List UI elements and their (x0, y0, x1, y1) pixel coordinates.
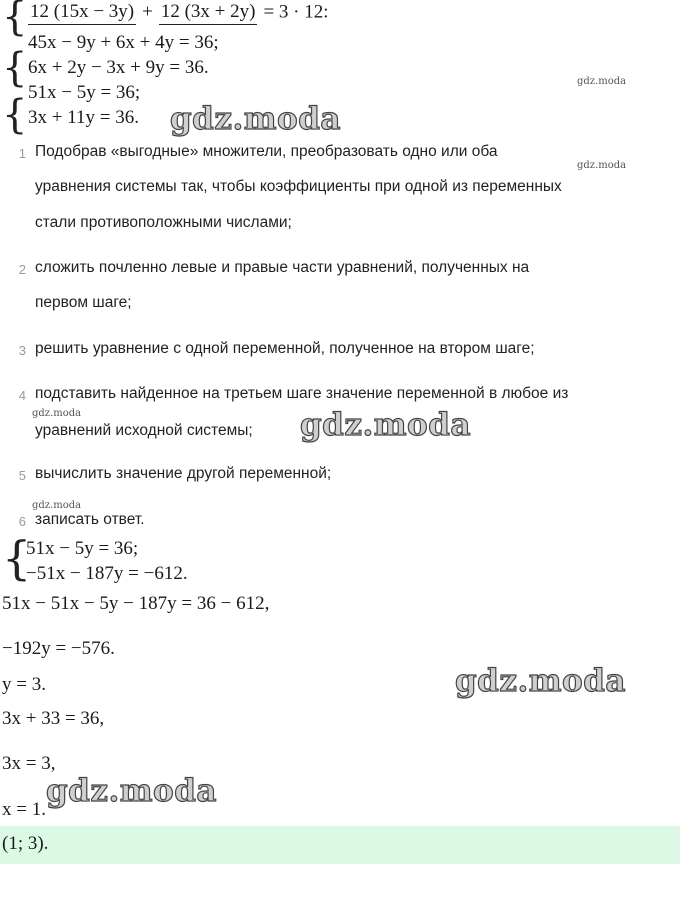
watermark-big: gdz.moda (455, 663, 626, 699)
watermark-small: gdz.moda (32, 408, 82, 419)
step-text-line: сложить почленно левые и правые части уравнений, полученных на (35, 259, 530, 276)
system1-equation-3: 6x + 2y − 3x + 9y = 36. (28, 57, 209, 78)
system1-brace-3: { (2, 92, 28, 138)
step-text-line: вычислить значение другой переменной; (35, 465, 332, 482)
step-number: 4 (18, 388, 26, 403)
solution-line-2: −192y = −576. (2, 638, 115, 659)
watermark-small: gdz.moda (577, 160, 627, 171)
step-number: 6 (18, 514, 26, 529)
step-text-line: стали противоположными числами; (35, 214, 292, 231)
watermark-big: gdz.moda (170, 101, 341, 137)
step-number: 1 (18, 146, 26, 161)
watermark-big: gdz.moda (300, 407, 471, 443)
watermark-small: gdz.moda (32, 500, 82, 511)
system2-brace: { (2, 531, 32, 585)
step-number: 3 (18, 343, 26, 358)
answer-box (0, 826, 680, 864)
fraction-1-numerator: 12 (15x − 3y) (28, 1, 136, 25)
fraction-1 (28, 1, 136, 25)
step-text-line: Подобрав «выгодные» множители, преобразовать одно или оба (35, 143, 498, 160)
system1-equation-4: 51x − 5y = 36; (28, 82, 141, 103)
system1-equation-5: 3x + 11y = 36. (28, 107, 139, 128)
system2-equation-2: −51x − 187y = −612. (26, 563, 188, 584)
solution-line-1: 51x − 51x − 5y − 187y = 36 − 612, (2, 593, 270, 614)
solution-line-3: y = 3. (2, 674, 46, 695)
answer-text: (1; 3). (2, 833, 49, 854)
step-text-line: записать ответ. (35, 511, 145, 528)
system1-brace-1: { (2, 0, 28, 40)
fraction-2 (159, 1, 258, 25)
solution-line-5: 3x = 3, (2, 753, 56, 774)
watermark-big: gdz.moda (46, 773, 217, 809)
step-text-line: решить уравнение с одной переменной, полученное на втором шаге; (35, 340, 535, 357)
step-number: 2 (18, 262, 26, 277)
step-text-line: подставить найденное на третьем шаге значение переменной в любое из (35, 385, 569, 402)
watermark-small: gdz.moda (577, 76, 627, 87)
solution-line-4: 3x + 33 = 36, (2, 708, 105, 729)
system1-equation-1: 12 (15x − 3y) + 12 (3x + 2y) = 3 · 12: (28, 1, 329, 25)
system1-equation-2: 45x − 9y + 6x + 4y = 36; (28, 32, 219, 53)
equation-1-rhs: = 3 · 12: (263, 1, 329, 23)
fraction-2-numerator: 12 (3x + 2y) (159, 1, 258, 25)
step-number: 5 (18, 468, 26, 483)
step-text-line: первом шаге; (35, 294, 132, 311)
system1-brace-2: { (2, 45, 28, 91)
system2-equation-1: 51x − 5y = 36; (26, 538, 139, 559)
solution-line-6: x = 1. (2, 799, 46, 820)
step-text-line: уравнения системы так, чтобы коэффициенты при одной из переменных (35, 178, 562, 195)
step-text-line: уравнений исходной системы; (35, 422, 253, 439)
